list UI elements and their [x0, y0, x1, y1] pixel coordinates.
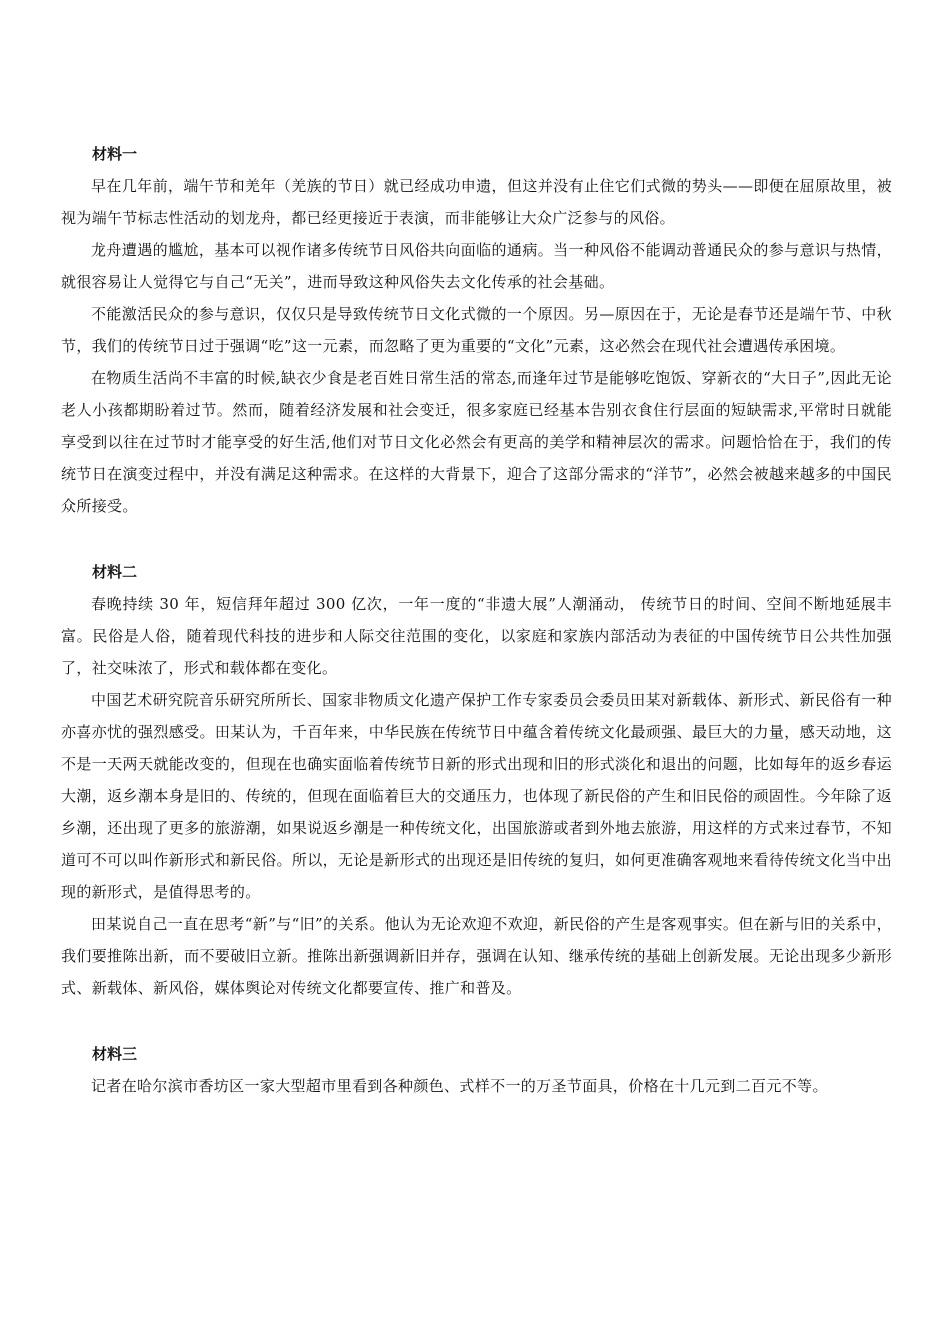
section-heading: 材料二: [92, 563, 138, 581]
paragraph: 在物质生活尚不丰富的时候,缺衣少食是老百姓日常生活的常态,而逢年过节是能够吃饱饭、穿新衣的“大日子”,因此无论老人小孩都期盼着过节。然而，随着经济发展和社会变迁，很多家庭已经基本告别衣食住行层面的短缺需求,平常时日就能享受到以往在过节时才能享受的好生活,他们对节日文化必然会有更高的美学和精神层次的需求。问题恰恰在于，我们的传统节日在演变过程中，并没有满足这种需求。在这样的大背景下，迎合了这部分需求的“洋节”，必然会被越来越多的中国民众所接受。: [61, 369, 892, 515]
document-page: [61, 138, 892, 1102]
section-gap: [61, 1004, 892, 1038]
paragraph: 早在几年前，端午节和羌年（羌族的节日）就已经成功申遗，但这并没有止住它们式微的势头——即便在屈原故里，被视为端午节标志性活动的划龙舟，都已经更接近于表演，而非能够让大众广泛参与的风俗。: [61, 177, 892, 227]
paragraph: 记者在哈尔滨市香坊区一家大型超市里看到各种颜色、式样不一的万圣节面具，价格在十几元到二百元不等。: [91, 1077, 828, 1095]
paragraph: 中国艺术研究院音乐研究所所长、国家非物质文化遗产保护工作专家委员会委员田某对新载体、新形式、新民俗有一种亦喜亦忧的强烈感受。田某认为，千百年来，中华民族在传统节日中蕴含着传统文化最顽强、最巨大的力量，感天动地，这不是一天两天就能改变的，但现在也确实面临着传统节日新的形式出现和旧的形式淡化和退出的问题，比如每年的返乡春运大潮，返乡潮本身是旧的、传统的，但现在面临着巨大的交通压力，也体现了新民俗的产生和旧民俗的顽固性。今年除了返乡潮，还出现了更多的旅游潮，如果说返乡潮是一种传统文化，出国旅游或者到外地去旅游，用这样的方式来过春节，不知道可不可以叫作新形式和新民俗。所以，无论是新形式的出现还是旧传统的复归，如何更准确客观地来看待传统文化当中出现的新形式，是值得思考的。: [61, 691, 892, 901]
section-heading: 材料三: [92, 1045, 138, 1063]
paragraph: 田某说自己一直在思考“新”与“旧”的关系。他认为无论欢迎不欢迎，新民俗的产生是客观事实。但在新与旧的关系中，我们要推陈出新，而不要破旧立新。推陈出新强调新旧并存，强调在认知、继承传统的基础上创新发展。无论出现多少新形式、新载体、新风俗，媒体舆论对传统文化都要宣传、推广和普及。: [61, 915, 892, 997]
paragraph: 春晚持续 30 年，短信拜年超过 300 亿次，一年一度的“非遗大展”人潮涌动， 传统节日的时间、空间不断地延展丰富。民俗是人俗，随着现代科技的进步和人际交往范围的变化，以家庭和家族内部活动为表征的中国传统节日公共性加强了，社交味浓了，形式和载体都在变化。: [61, 595, 892, 677]
material-three-section: [61, 1038, 892, 1102]
material-one-section: [61, 138, 892, 522]
material-two-section: [61, 556, 892, 1004]
section-heading: 材料一: [92, 145, 138, 163]
paragraph: 龙舟遭遇的尴尬，基本可以视作诸多传统节日风俗共向面临的通病。当一种风俗不能调动普通民众的参与意识与热情，就很容易让人觉得它与自己“无关”，进而导致这种风俗失去文化传承的社会基础。: [61, 241, 892, 291]
section-gap: [61, 522, 892, 556]
paragraph: 不能激活民众的参与意识，仅仅只是导致传统节日文化式微的一个原因。另—原因在于，无论是春节还是端午节、中秋节，我们的传统节日过于强调“吃”这一元素，而忽略了更为重要的“文化”元素，这必然会在现代社会遭遇传承困境。: [61, 305, 892, 355]
